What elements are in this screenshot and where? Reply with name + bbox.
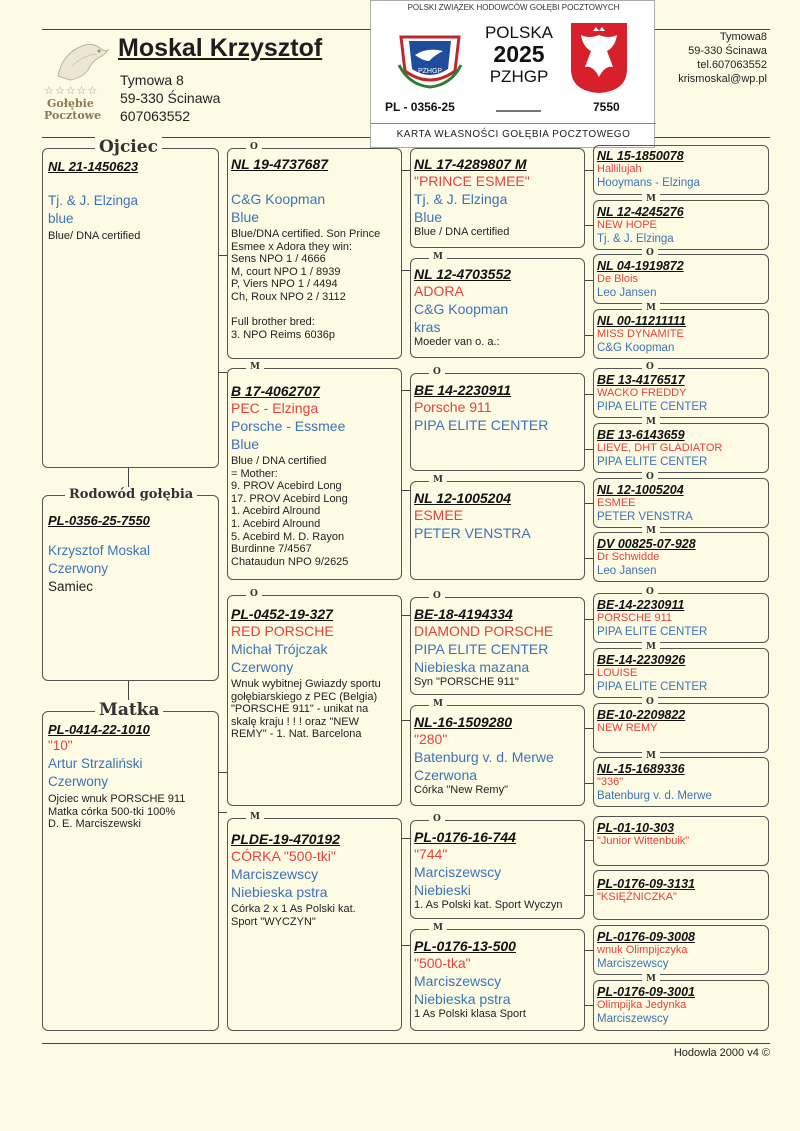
gen2-ff-box bbox=[227, 142, 402, 359]
gen2-ff-ring: NL 19-4737687 bbox=[231, 156, 329, 172]
gen3-mmf-note: 1. As Polski kat. Sport Wyczyn bbox=[414, 899, 563, 911]
gen4-name: "336" bbox=[597, 776, 624, 788]
connector-line bbox=[585, 280, 593, 281]
header-top-rule bbox=[42, 29, 370, 30]
gen2-mf-note: Wnuk wybitnej Gwiazdy sportu gołębiarskiego z PEC (Belgia) "PORSCHE 911" - unikat na skalę kraju ! ! ! oraz "NEW REMY" - 1. Nat. Barcelona bbox=[231, 678, 381, 741]
card-year: 2025 bbox=[493, 41, 545, 67]
gen2-fm-note: Blue / DNA certified = Mother: 9. PROV Acebird Long 17. PROV Acebird Long 1. Acebird Alround 1. Acebird Alround 5. Acebird M. D. Rayon Burdinne 7/4567 Chataudun NPO 9/2625 bbox=[231, 455, 349, 568]
connector-line bbox=[585, 674, 593, 675]
gen2-mm-note: Córka 2 x 1 As Polski kat. Sport "WYCZYN" bbox=[231, 903, 356, 928]
father-ring: NL 21-1450623 bbox=[48, 159, 139, 174]
connector-line bbox=[585, 503, 593, 504]
subject-ring: PL-0356-25-7550 bbox=[48, 513, 150, 528]
connector-line bbox=[585, 728, 593, 729]
gen2-mm-box bbox=[227, 812, 402, 1031]
gen3-mmf-ring: PL-0176-16-744 bbox=[414, 829, 516, 845]
mother-color: Czerwony bbox=[48, 774, 109, 789]
gen4-ring: NL-15-1689336 bbox=[597, 762, 685, 776]
gen4-ring: BE-14-2230926 bbox=[597, 653, 686, 667]
subject-box bbox=[42, 487, 219, 681]
polish-eagle-icon bbox=[569, 21, 629, 95]
contact-street: Tymowa8 bbox=[719, 31, 767, 43]
mother-note: Ojciec wnuk PORSCHE 911 Matka córka 500-tki 100% D. E. Marciszewski bbox=[48, 793, 186, 831]
gen2-mm-ring: PLDE-19-470192 bbox=[231, 831, 340, 847]
o-label: O bbox=[246, 588, 262, 600]
gen2-mf-ring: PL-0452-19-327 bbox=[231, 606, 333, 622]
m-label: M bbox=[642, 750, 660, 762]
contact-email: krismoskal@wp.pl bbox=[678, 73, 767, 85]
mother-owner: Artur Strzaliński bbox=[48, 756, 143, 771]
gen2-fm-box bbox=[227, 362, 402, 580]
father-color: blue bbox=[48, 211, 74, 226]
gen3-mff-note: Syn "PORSCHE 911" bbox=[414, 676, 519, 688]
gen2-mm-color: Niebieska pstra bbox=[231, 884, 328, 900]
card-footer: KARTA WŁASNOŚCI GOŁĘBIA POCZTOWEGO bbox=[396, 129, 631, 140]
owner-city: 59-330 Ścinawa bbox=[120, 90, 221, 106]
contact-tel: tel.607063552 bbox=[697, 59, 767, 71]
gen4-name: De Blois bbox=[597, 273, 638, 285]
footer-version: Hodowla 2000 v4 © bbox=[673, 1047, 770, 1059]
m-label: M bbox=[642, 973, 660, 985]
gen4-name: Hallilujah bbox=[597, 163, 642, 175]
gen3-mmf-box bbox=[410, 814, 585, 919]
gen3-ffm-owner: C&G Koopman bbox=[414, 301, 509, 317]
connector-line bbox=[585, 394, 593, 395]
gen3-mfm-owner: Batenburg v. d. Merwe bbox=[414, 749, 554, 765]
connector-line bbox=[585, 840, 593, 841]
mother-name: "10" bbox=[48, 738, 73, 753]
contact-city: 59-330 Ścinawa bbox=[688, 45, 767, 57]
gen3-fmm-box bbox=[410, 475, 585, 580]
gen3-fff-box bbox=[410, 148, 585, 248]
gen3-mmm-owner: Marciszewscy bbox=[414, 973, 502, 989]
gen3-ffm-color: kras bbox=[414, 319, 441, 335]
father-note: Blue/ DNA certified bbox=[48, 230, 141, 242]
gen4-box-1 bbox=[593, 145, 769, 195]
gen3-fff-name: "PRINCE ESMEE" bbox=[414, 173, 530, 189]
gen4-ring: PL-0176-09-3008 bbox=[597, 930, 695, 944]
connector-line bbox=[585, 558, 593, 559]
gen3-mfm-note: Córka "New Remy" bbox=[414, 784, 508, 796]
pedigree-label: Rodowód gołębia bbox=[65, 487, 197, 503]
logo-stars: ☆☆☆☆☆ bbox=[44, 85, 99, 97]
gen4-name: WACKO FREDDY bbox=[597, 387, 687, 399]
gen4-ring: BE 13-6143659 bbox=[597, 428, 685, 442]
gen4-box-2 bbox=[593, 194, 769, 250]
gen3-ffm-name: ADORA bbox=[414, 283, 464, 299]
father-label: Ojciec bbox=[95, 137, 162, 157]
gen3-mmf-owner: Marciszewscy bbox=[414, 864, 502, 880]
gen4-ring: BE-14-2230911 bbox=[597, 598, 685, 612]
footer-rule bbox=[42, 1043, 770, 1044]
gen4-name: NEW HOPE bbox=[597, 219, 657, 231]
m-label: M bbox=[642, 416, 660, 428]
gen3-mff-name: DIAMOND PORSCHE bbox=[414, 623, 554, 639]
mother-ring: PL-0414-22-1010 bbox=[48, 722, 150, 737]
pzhgp-emblem-icon bbox=[393, 21, 467, 91]
connector-line bbox=[219, 372, 227, 373]
gen2-ff-owner: C&G Koopman bbox=[231, 191, 326, 207]
gen4-name: Olimpijka Jedynka bbox=[597, 999, 687, 1011]
gen3-fff-owner: Tj. & J. Elzinga bbox=[414, 191, 508, 207]
mother-label: Matka bbox=[95, 700, 163, 720]
o-label: O bbox=[642, 471, 658, 483]
connector-line bbox=[402, 490, 410, 491]
gen4-ring: PL-0176-09-3001 bbox=[597, 985, 695, 999]
gen4-owner: Batenburg v. d. Merwe bbox=[597, 790, 712, 802]
gen4-box-8 bbox=[593, 526, 769, 582]
gen3-mmm-note: 1 As Polski klasa Sport bbox=[414, 1008, 526, 1020]
connector-line bbox=[585, 1005, 593, 1006]
gen3-fmf-box bbox=[410, 367, 585, 471]
gen4-owner: PIPA ELITE CENTER bbox=[597, 456, 708, 468]
connector-line bbox=[219, 255, 227, 256]
connector-line bbox=[585, 225, 593, 226]
gen3-mmf-name: "744" bbox=[414, 846, 448, 862]
gen2-mf-color: Czerwony bbox=[231, 659, 294, 675]
connector-line bbox=[402, 945, 410, 946]
gen4-box-14 bbox=[593, 870, 769, 920]
gen4-box-10 bbox=[593, 642, 769, 698]
owner-name: Moskal Krzysztof bbox=[118, 34, 323, 62]
gen4-owner: Leo Jansen bbox=[597, 287, 657, 299]
o-label: O bbox=[642, 361, 658, 373]
m-label: M bbox=[246, 811, 264, 823]
gen3-fmm-ring: NL 12-1005204 bbox=[414, 490, 512, 506]
m-label: M bbox=[642, 641, 660, 653]
gen4-box-7 bbox=[593, 472, 769, 528]
owner-phone: 607063552 bbox=[120, 108, 191, 124]
m-label: M bbox=[642, 525, 660, 537]
m-label: M bbox=[246, 361, 264, 373]
gen3-fmm-name: ESMEE bbox=[414, 507, 464, 523]
connector-line bbox=[402, 720, 410, 721]
connector-line bbox=[219, 812, 227, 813]
gen2-mf-owner: Michał Trójczak bbox=[231, 641, 328, 657]
gen3-fff-color: Blue bbox=[414, 209, 443, 225]
gen3-mff-ring: BE-18-4194334 bbox=[414, 606, 513, 622]
card-country: POLSKA bbox=[484, 23, 554, 42]
contact-block bbox=[678, 30, 767, 86]
logo-text-2: Pocztowe bbox=[44, 109, 102, 122]
gen4-ring: PL-01-10-303 bbox=[597, 821, 675, 835]
gen4-name: LIEVE, DHT GLADIATOR bbox=[597, 442, 723, 454]
subject-owner: Krzysztof Moskal bbox=[48, 543, 151, 558]
card-underline bbox=[496, 110, 541, 112]
gen4-ring: NL 15-1850078 bbox=[597, 149, 684, 163]
card-org: PZHGP bbox=[489, 67, 549, 86]
gen4-name: LOUISE bbox=[597, 667, 638, 679]
m-label: M bbox=[429, 698, 447, 710]
gen3-fff-note: Blue / DNA certified bbox=[414, 226, 510, 238]
gen3-mmm-box bbox=[410, 923, 585, 1031]
connector-line bbox=[402, 170, 410, 171]
gen3-fmf-ring: BE 14-2230911 bbox=[414, 382, 512, 398]
o-label: O bbox=[429, 813, 445, 825]
gen4-owner: C&G Koopman bbox=[597, 342, 675, 354]
connector-line bbox=[585, 895, 593, 896]
card-ring-number: PL - 0356-25 bbox=[385, 100, 455, 114]
gen2-mm-owner: Marciszewscy bbox=[231, 866, 319, 882]
o-label: O bbox=[429, 366, 445, 378]
gen4-owner: Marciszewscy bbox=[597, 1013, 669, 1025]
connector-line bbox=[585, 950, 593, 951]
gen4-owner: Leo Jansen bbox=[597, 565, 657, 577]
gen4-name: NEW REMY bbox=[597, 722, 658, 734]
owner-street: Tymowa 8 bbox=[120, 72, 184, 88]
gen4-box-16 bbox=[593, 974, 769, 1031]
gen3-mmm-color: Niebieska pstra bbox=[414, 991, 511, 1007]
gen4-name: "KSIĘŻNICZKA" bbox=[597, 891, 677, 903]
subject-color: Czerwony bbox=[48, 561, 109, 576]
m-label: M bbox=[429, 922, 447, 934]
gen2-fm-owner: Porsche - Essmee bbox=[231, 418, 346, 434]
gen4-name: PORSCHE 911 bbox=[597, 612, 672, 624]
gen3-ffm-note: Moeder van o. a.: bbox=[414, 336, 500, 348]
connector-line bbox=[402, 270, 410, 271]
father-box bbox=[42, 137, 219, 468]
gen4-owner: PIPA ELITE CENTER bbox=[597, 626, 708, 638]
o-label: O bbox=[246, 141, 262, 153]
gen4-ring: PL-0176-09-3131 bbox=[597, 877, 695, 891]
connector-line bbox=[402, 390, 410, 391]
subject-sex: Samiec bbox=[48, 579, 94, 594]
gen4-box-13 bbox=[593, 816, 769, 866]
gen2-ff-color: Blue bbox=[231, 209, 260, 225]
mother-box bbox=[42, 700, 219, 1031]
gen3-mmm-name: "500-tka" bbox=[414, 955, 471, 971]
card-title: POLSKI ZWIĄZEK HODOWCÓW GOŁĘBI POCZTOWYCH bbox=[407, 3, 620, 12]
gen4-ring: BE-10-2209822 bbox=[597, 708, 686, 722]
gen4-box-5 bbox=[593, 362, 769, 418]
gen4-box-12 bbox=[593, 751, 769, 807]
gen3-mfm-ring: NL-16-1509280 bbox=[414, 714, 513, 730]
connector-line bbox=[585, 619, 593, 620]
gen4-ring: DV 00825-07-928 bbox=[597, 537, 696, 551]
gen4-box-15 bbox=[593, 925, 769, 975]
gen3-mff-owner: PIPA ELITE CENTER bbox=[414, 641, 549, 657]
connector-line bbox=[585, 783, 593, 784]
m-label: M bbox=[642, 193, 660, 205]
gen4-name: ESMEE bbox=[597, 497, 636, 509]
gen2-fm-name: PEC - Elzinga bbox=[231, 400, 319, 416]
gen3-mmf-color: Niebieski bbox=[414, 882, 471, 898]
gen4-ring: NL 12-1005204 bbox=[597, 483, 684, 497]
gen3-ffm-ring: NL 12-4703552 bbox=[414, 266, 512, 282]
gen3-ffm-box bbox=[410, 252, 585, 358]
logo-text-1: Gołębie bbox=[47, 97, 94, 110]
gen3-mff-color: Niebieska mazana bbox=[414, 659, 530, 675]
gen3-mfm-name: "280" bbox=[414, 731, 448, 747]
gen4-name: wnuk Olimpijczyka bbox=[597, 944, 688, 956]
connector-line bbox=[219, 772, 227, 773]
m-label: M bbox=[429, 251, 447, 263]
gen3-fff-ring: NL 17-4289807 M bbox=[414, 156, 527, 172]
o-label: O bbox=[429, 590, 445, 602]
gen3-fmf-name: Porsche 911 bbox=[414, 399, 492, 415]
card-serial-number: 7550 bbox=[593, 100, 620, 114]
gen4-owner: PIPA ELITE CENTER bbox=[597, 681, 708, 693]
gen4-ring: NL 12-4245276 bbox=[597, 205, 684, 219]
gen4-name: "Junior Wittenbuik" bbox=[597, 835, 690, 847]
gen4-owner: Hooymans - Elzinga bbox=[597, 177, 700, 189]
gen4-ring: NL 04-1919872 bbox=[597, 259, 684, 273]
gen2-ff-note: Blue/DNA certified. Son Prince Esmee x Adora they win: Sens NPO 1 / 4666 M, court NPO 1 / 8939 P, Viers NPO 1 / 4494 Ch, Roux NPO 2 / 3112 Full brother bred: 3. NPO Reims 6036p bbox=[231, 228, 381, 341]
connector-line bbox=[585, 335, 593, 336]
gen4-ring: NL 00-11211111 bbox=[597, 314, 686, 328]
m-label: M bbox=[642, 302, 660, 314]
gen3-mff-box bbox=[410, 591, 585, 695]
gen4-box-3 bbox=[593, 248, 769, 304]
gen4-box-9 bbox=[593, 587, 769, 643]
gen4-box-6 bbox=[593, 417, 769, 473]
card-divider bbox=[371, 123, 656, 124]
gen2-fm-color: Blue bbox=[231, 436, 260, 452]
emblem-text: PZHGP bbox=[417, 68, 443, 75]
gen4-owner: PETER VENSTRA bbox=[597, 511, 693, 523]
gen3-fmm-owner: PETER VENSTRA bbox=[414, 525, 531, 541]
connector-line bbox=[585, 170, 593, 171]
connector-line bbox=[402, 838, 410, 839]
pigeon-logo-icon bbox=[52, 36, 112, 84]
gen2-mf-name: RED PORSCHE bbox=[231, 623, 334, 639]
gen4-ring: BE 13-4176517 bbox=[597, 373, 685, 387]
header-top-rule-right bbox=[655, 29, 770, 30]
gen4-owner: PIPA ELITE CENTER bbox=[597, 401, 708, 413]
connector-line bbox=[402, 615, 410, 616]
gen3-fmf-owner: PIPA ELITE CENTER bbox=[414, 417, 549, 433]
ownership-card bbox=[370, 0, 655, 148]
gen2-fm-ring: B 17-4062707 bbox=[231, 383, 320, 399]
gen4-owner: Marciszewscy bbox=[597, 958, 669, 970]
gen2-mf-box bbox=[227, 589, 402, 806]
gen4-name: Dr Schwidde bbox=[597, 551, 660, 563]
gen4-box-4 bbox=[593, 303, 769, 359]
gen4-name: MISS DYNAMITE bbox=[597, 328, 684, 340]
o-label: O bbox=[642, 247, 658, 259]
o-label: O bbox=[642, 586, 658, 598]
gen3-mfm-color: Czerwona bbox=[414, 767, 478, 783]
gen3-mfm-box bbox=[410, 699, 585, 806]
gen3-mmm-ring: PL-0176-13-500 bbox=[414, 938, 516, 954]
gen2-mm-name: CÓRKA "500-tki" bbox=[231, 848, 336, 864]
o-label: O bbox=[642, 696, 658, 708]
m-label: M bbox=[429, 474, 447, 486]
gen4-box-11 bbox=[593, 697, 769, 753]
father-owner: Tj. & J. Elzinga bbox=[48, 193, 139, 208]
gen4-owner: Tj. & J. Elzinga bbox=[597, 233, 674, 245]
connector-line bbox=[585, 449, 593, 450]
